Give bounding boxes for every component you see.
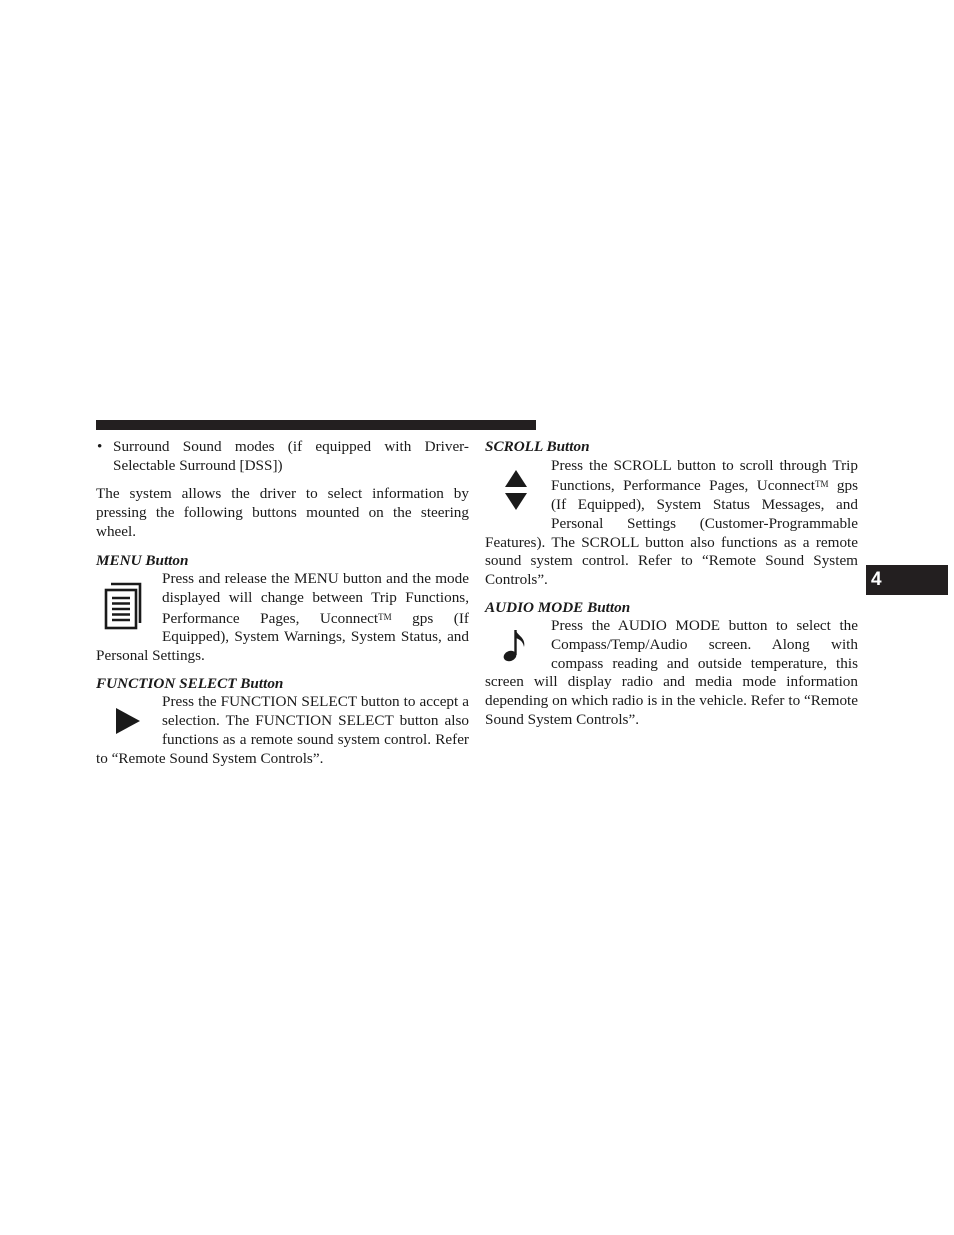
scroll-button-heading: SCROLL Button — [485, 438, 590, 455]
function-select-section — [96, 693, 469, 768]
audio-mode-heading: AUDIO MODE Button — [485, 598, 631, 616]
audio-mode-description: Press the AUDIO MODE button to select the Compass/Temp/Audio screen. Along with compass reading and outside temperature, this screen will display radio and media mode information depending on which radio is in the vehicle. Refer to “Remote Sound System Controls”. — [485, 617, 858, 728]
menu-section — [96, 570, 469, 666]
music-note-icon — [485, 617, 547, 673]
menu-button-heading: MENU Button — [96, 551, 189, 569]
trademark-mark: TM — [814, 479, 829, 490]
scroll-description: Press the SCROLL button to scroll through Trip Functions, Performance Pages, UconnectTM gps (If Equipped), System Status Messages, and Personal Settings (Customer-Programmable Features). The SCROLL button also functions as a remote sound system control. Refer to “Remote Sound System Controls”. — [485, 456, 858, 588]
right-column — [485, 438, 858, 730]
left-column — [96, 438, 469, 768]
function-select-heading: FUNCTION SELECT Button — [96, 674, 284, 692]
bullet-item — [96, 438, 469, 475]
play-arrow-icon — [96, 693, 158, 749]
scroll-section — [485, 457, 858, 590]
bullet-text: Surround Sound modes (if equipped with Driver-Selectable Surround [DSS]) — [113, 438, 469, 474]
chapter-tab: 4 — [866, 565, 948, 595]
menu-pages-icon — [96, 570, 158, 640]
top-rule — [96, 420, 536, 430]
intro-paragraph: The system allows the driver to select information by pressing the following buttons mounted on the steering wheel. — [96, 485, 469, 540]
function-select-description: Press the FUNCTION SELECT button to accept a selection. The FUNCTION SELECT button also functions as a remote sound system control. Refer to “Remote Sound System Controls”. — [96, 693, 469, 767]
audio-mode-section — [485, 617, 858, 729]
menu-description: Press and release the MENU button and the mode displayed will change between Trip Functions, Performance Pages, UconnectTM gps (If Equipped), System Warnings, System Status, and Personal Settings. — [96, 570, 469, 665]
bullet-dot-icon: • — [97, 438, 103, 455]
up-down-arrows-icon — [485, 457, 547, 525]
trademark-mark: TM — [378, 611, 392, 622]
